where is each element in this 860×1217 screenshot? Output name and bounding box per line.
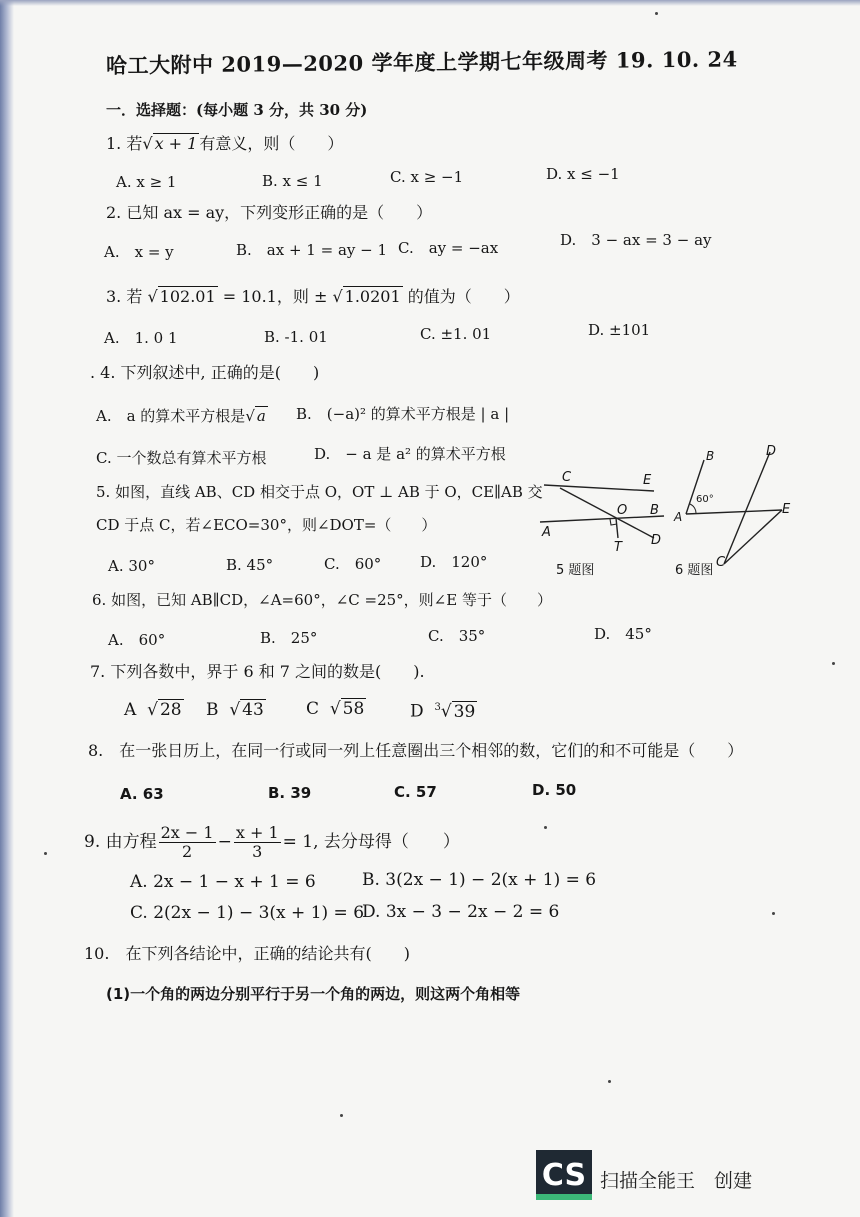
scan-speck bbox=[340, 1114, 343, 1117]
q3-option-c: C. ±1. 01 bbox=[420, 325, 492, 343]
q7-option-a bbox=[124, 700, 184, 720]
watermark-logo-text: CS bbox=[541, 1157, 587, 1193]
radical-sign-icon: √ bbox=[142, 134, 153, 153]
q7-b-radicand: 43 bbox=[242, 700, 264, 720]
q1-option-b: B. x ≤ 1 bbox=[262, 172, 323, 190]
q8-option-b: B. 39 bbox=[268, 784, 312, 802]
q5-option-a: A. 30° bbox=[108, 557, 155, 575]
fig6-caption: 6 题图 bbox=[675, 563, 714, 578]
q9-f2-numerator: x + 1 bbox=[235, 823, 279, 842]
q9-option-a: A. 2x − 1 − x + 1 = 6 bbox=[130, 872, 316, 892]
figure-5-diagram bbox=[536, 466, 686, 556]
q6-option-c: C. 35° bbox=[428, 627, 486, 645]
q8-option-d: D. 50 bbox=[532, 781, 577, 799]
q1-option-a: A. x ≥ 1 bbox=[116, 173, 177, 191]
q2-option-d: D. 3 − ax = 3 − ay bbox=[560, 231, 712, 249]
fig6-angle-label: 60° bbox=[696, 494, 714, 505]
page-title: 哈工大附中 2019—2020 学年度上学期七年级周考 19. 10. 24 bbox=[105, 46, 738, 78]
q7-option-d bbox=[410, 698, 477, 722]
q9-fraction-2 bbox=[234, 824, 281, 861]
q9-fraction-1 bbox=[159, 824, 216, 861]
question-6: 6. 如图，已知 AB∥CD，∠A=60°，∠C =25°，则∠E 等于（ ） bbox=[92, 591, 552, 609]
fig6-label-c: C bbox=[716, 555, 726, 570]
fig5-caption: 5 题图 bbox=[556, 563, 595, 578]
q9-option-c: C. 2(2x − 1) − 3(x + 1) = 6 bbox=[130, 903, 365, 923]
q3-option-a: A. 1. 0 1 bbox=[104, 329, 178, 347]
fig6-label-d: D bbox=[766, 444, 777, 459]
q5-option-b: B. 45° bbox=[226, 556, 274, 574]
fig6-label-a: A bbox=[674, 510, 683, 524]
q2-option-c: C. ay = −ax bbox=[398, 239, 499, 257]
fig5-label-e: E bbox=[643, 473, 652, 488]
fig5-label-a: A bbox=[542, 525, 551, 540]
radical-sign-icon: √ bbox=[147, 700, 158, 720]
q3-radicand-2: 1.0201 bbox=[344, 287, 401, 306]
q4-option-b: B. (−a)² 的算术平方根是 | a | bbox=[296, 405, 510, 423]
q7-option-b bbox=[206, 700, 266, 720]
question-4: . 4. 下列叙述中, 正确的是( ) bbox=[90, 363, 320, 382]
question-3 bbox=[106, 287, 520, 307]
q5-option-d: D. 120° bbox=[420, 553, 488, 571]
q1-option-c: C. x ≥ −1 bbox=[390, 168, 464, 186]
q1-stem-post: 有意义，则（ ） bbox=[199, 134, 344, 153]
question-10: 10. 在下列各结论中，正确的结论共有( ) bbox=[84, 944, 410, 963]
fig5-label-b: B bbox=[650, 503, 659, 518]
radical-sign-icon: √ bbox=[332, 287, 343, 306]
q9-f2-denominator: 3 bbox=[252, 842, 263, 861]
q8-option-a: A. 63 bbox=[120, 785, 164, 803]
radical-sign-icon: √ bbox=[147, 287, 158, 306]
q2-option-b: B. ax + 1 = ay − 1 bbox=[236, 241, 388, 259]
q9-minus: − bbox=[217, 832, 232, 852]
q7-option-c bbox=[306, 699, 366, 719]
q7-d-radicand: 39 bbox=[453, 701, 476, 722]
radical-sign-icon: √ bbox=[440, 701, 452, 722]
q3-post: 的值为（ ） bbox=[407, 287, 520, 306]
q7-d-letter: D bbox=[410, 701, 424, 722]
question-7: 7. 下列各数中，界于 6 和 7 之间的数是( ). bbox=[90, 662, 425, 681]
q4-option-c: C. 一个数总有算术平方根 bbox=[96, 449, 267, 467]
q2-option-a: A. x = y bbox=[104, 243, 174, 261]
q5-option-c: C. 60° bbox=[324, 555, 382, 573]
fig6-label-e: E bbox=[782, 502, 791, 517]
scan-edge-shadow bbox=[0, 0, 14, 1217]
q4-option-a-text: A. a 的算术平方根是 bbox=[96, 407, 246, 425]
q6-option-a: A. 60° bbox=[108, 631, 166, 649]
q9-post: = 1, 去分母得（ ） bbox=[282, 832, 460, 852]
q9-f1-numerator: 2x − 1 bbox=[160, 823, 214, 842]
section-heading: 一．选择题：(每小题 3 分，共 30 分) bbox=[106, 101, 368, 119]
q7-a-letter: A bbox=[124, 700, 137, 720]
q6-option-d: D. 45° bbox=[594, 625, 652, 643]
radical-sign-icon: √ bbox=[245, 407, 255, 425]
question-5-line-2: CD 于点 C，若∠ECO=30°，则∠DOT=（ ） bbox=[96, 516, 437, 534]
scan-speck bbox=[772, 912, 775, 915]
fig5-label-d: D bbox=[651, 533, 662, 548]
q7-c-radicand: 58 bbox=[342, 699, 365, 719]
scan-speck bbox=[608, 1080, 611, 1083]
scan-top-shadow bbox=[0, 0, 860, 6]
q7-c-letter: C bbox=[306, 699, 320, 719]
q8-option-c: C. 57 bbox=[394, 783, 437, 801]
figure-6-diagram bbox=[672, 440, 792, 570]
q4-option-d: D. − a 是 a² 的算术平方根 bbox=[314, 445, 506, 463]
q4-option-a-radicand: a bbox=[256, 407, 266, 425]
q7-b-letter: B bbox=[206, 700, 219, 720]
radical-sign-icon: √ bbox=[229, 700, 241, 720]
watermark-text: 扫描全能王 创建 bbox=[600, 1170, 753, 1192]
fig5-label-o: O bbox=[617, 503, 628, 518]
question-8: 8. 在一张日历上，在同一行或同一列上任意圈出三个相邻的数，它们的和不可能是（ ） bbox=[88, 741, 744, 760]
scan-speck bbox=[832, 662, 835, 665]
q4-option-a bbox=[96, 406, 268, 426]
q7-d-root-index: 3 bbox=[434, 702, 441, 713]
question-5-line-1: 5. 如图，直线 AB、CD 相交于点 O，OT ⊥ AB 于 O，CE∥AB 交 bbox=[96, 483, 543, 501]
q3-option-b: B. -1. 01 bbox=[264, 328, 328, 346]
scan-speck bbox=[655, 12, 658, 15]
fig6-label-b: B bbox=[706, 449, 715, 463]
q3-option-d: D. ±101 bbox=[588, 321, 651, 339]
q1-stem-pre: 1. 若 bbox=[106, 134, 143, 153]
q9-option-d: D. 3x − 3 − 2x − 2 = 6 bbox=[362, 902, 560, 922]
q10-item-1: (1)一个角的两边分别平行于另一个角的两边，则这两个角相等 bbox=[106, 985, 521, 1003]
question-2: 2. 已知 ax = ay，下列变形正确的是（ ） bbox=[106, 203, 433, 222]
q1-radicand: x + 1 bbox=[154, 134, 198, 153]
radical-sign-icon: √ bbox=[329, 699, 341, 719]
q9-option-b: B. 3(2x − 1) − 2(x + 1) = 6 bbox=[362, 870, 597, 890]
scan-speck bbox=[544, 826, 547, 829]
fig5-label-c: C bbox=[562, 470, 572, 485]
q3-radicand-1: 102.01 bbox=[159, 287, 216, 306]
question-9 bbox=[84, 818, 460, 866]
q3-stem-pre: 3. 若 bbox=[106, 287, 143, 306]
q7-a-radicand: 28 bbox=[159, 700, 182, 720]
camscanner-logo bbox=[536, 1150, 592, 1200]
q9-pre: 9. 由方程 bbox=[84, 832, 157, 852]
q6-option-b: B. 25° bbox=[260, 629, 318, 647]
fig5-label-t: T bbox=[614, 540, 622, 555]
question-1 bbox=[106, 134, 343, 154]
q9-f1-denominator: 2 bbox=[182, 842, 193, 861]
scan-speck bbox=[44, 852, 47, 855]
q3-mid: = 10.1，则 ± bbox=[222, 287, 328, 306]
q1-option-d: D. x ≤ −1 bbox=[546, 165, 620, 183]
